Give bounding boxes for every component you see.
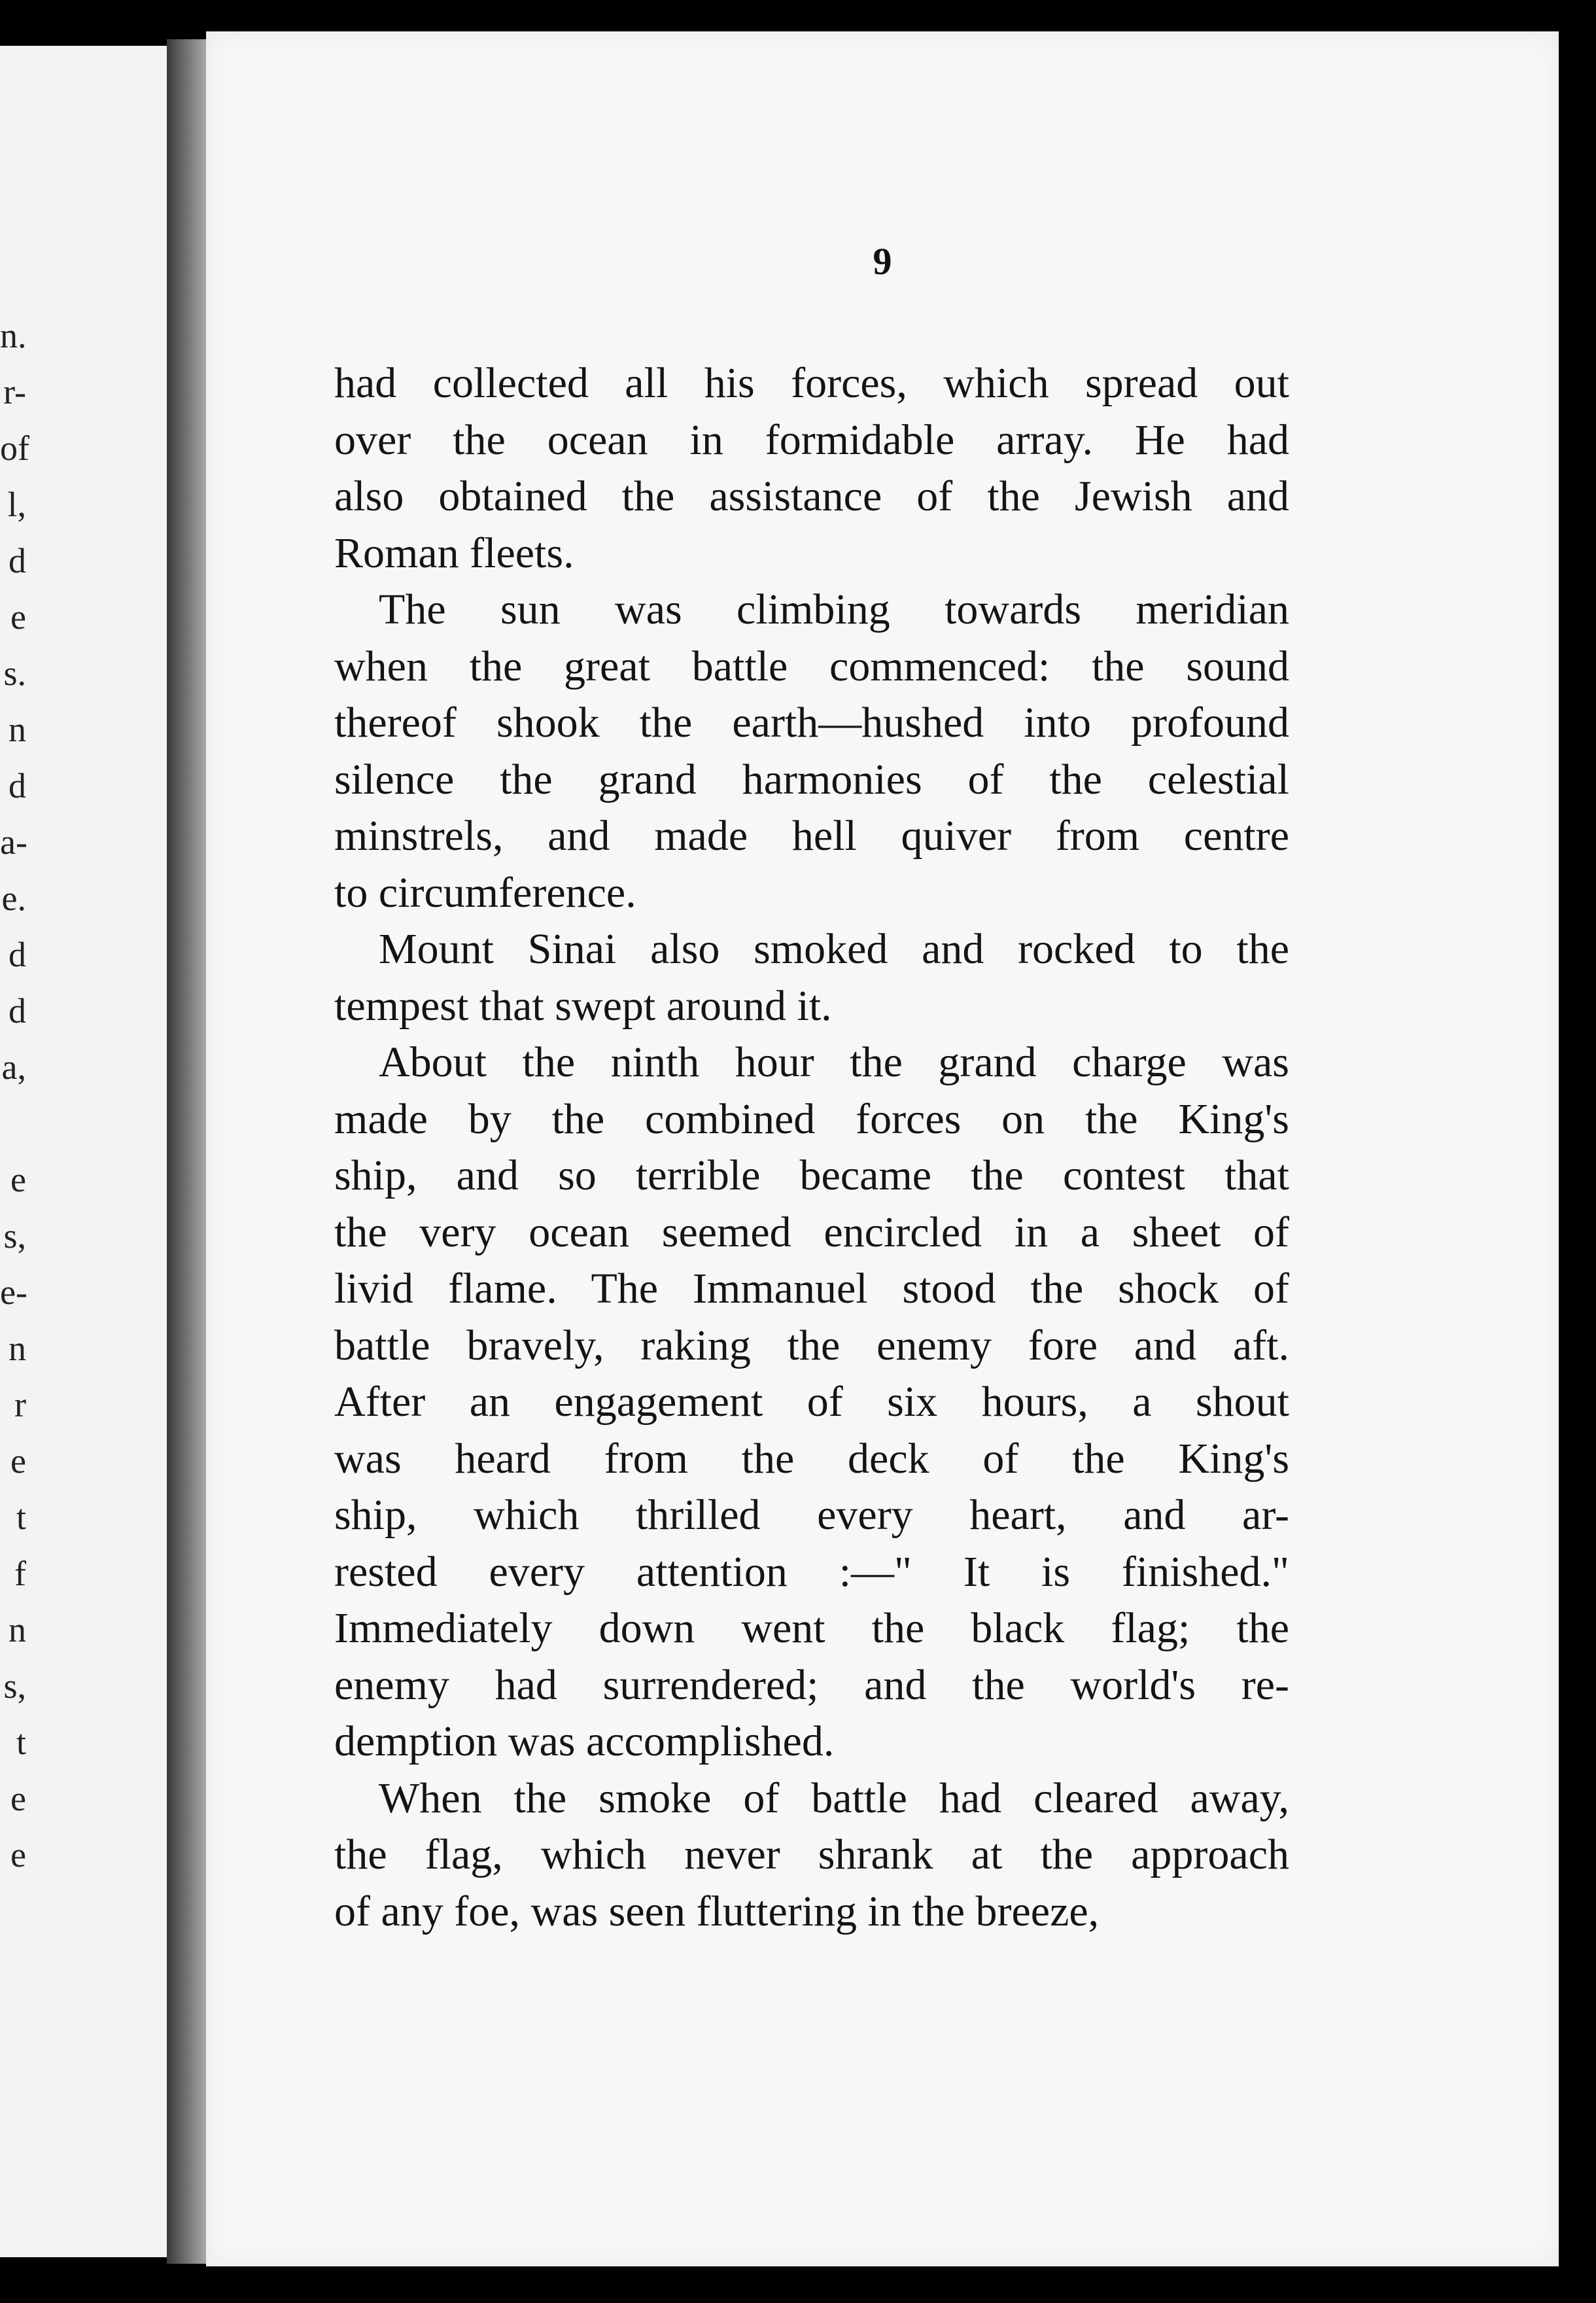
paragraph — [334, 921, 1289, 1034]
page-body-text — [334, 355, 1289, 1940]
margin-char: a- — [0, 822, 27, 862]
text-line: silence the grand harmonies of the celestial — [334, 755, 1289, 803]
margin-char: n — [9, 1329, 26, 1368]
page-number: 9 — [873, 240, 892, 283]
margin-char: d — [9, 766, 26, 805]
text-line: livid flame. The Immanuel stood the shock of — [334, 1265, 1289, 1312]
margin-char: s. — [3, 654, 26, 693]
book-page — [206, 31, 1559, 2266]
text-line: ship, which thrilled every heart, and ar- — [334, 1491, 1289, 1539]
margin-char: e — [10, 597, 26, 637]
text-line: over the ocean in formidable array. He had — [334, 415, 1289, 464]
margin-char: e — [10, 1160, 26, 1199]
margin-char: d — [9, 541, 26, 580]
text-line: also obtained the assistance of the Jewish and — [334, 472, 1289, 520]
margin-char: f — [14, 1554, 26, 1593]
margin-char — [0, 1095, 26, 1152]
text-line: thereof shook the earth—hushed into profound — [334, 699, 1289, 747]
margin-char: of — [0, 429, 29, 468]
text-line: demption was accomplished. — [334, 1717, 835, 1765]
text-line: minstrels, and made hell quiver from centre — [334, 812, 1289, 860]
margin-char: r — [14, 1385, 26, 1424]
text-line: About the ninth hour the grand charge was — [379, 1038, 1289, 1086]
margin-char: e- — [0, 1273, 27, 1312]
margin-char: a, — [1, 1047, 26, 1087]
margin-char: s, — [3, 1216, 26, 1256]
text-line: the very ocean seemed encircled in a sheet of — [334, 1208, 1289, 1256]
previous-page-fragment — [0, 46, 177, 2257]
text-line: When the smoke of battle had cleared away, — [379, 1774, 1289, 1822]
text-line: battle bravely, raking the enemy fore and aft. — [334, 1321, 1289, 1369]
text-line: After an engagement of six hours, a shout — [334, 1378, 1289, 1426]
margin-char: t — [16, 1498, 26, 1537]
text-line: Immediately down went the black flag; the — [334, 1604, 1289, 1652]
margin-char: e — [10, 1779, 26, 1818]
text-line: made by the combined forces on the King's — [334, 1095, 1289, 1143]
text-line: when the great battle commenced: the sound — [334, 642, 1289, 690]
text-line: ship, and so terrible became the contest that — [334, 1152, 1289, 1199]
text-line: of any foe, was seen fluttering in the breeze, — [334, 1887, 1100, 1935]
margin-char: e — [10, 1441, 26, 1481]
previous-page-line-endings — [0, 308, 29, 1883]
text-line: The sun was climbing towards meridian — [379, 586, 1289, 633]
paragraph — [334, 355, 1289, 582]
margin-char: d — [9, 935, 26, 974]
margin-char: n — [9, 710, 26, 749]
margin-char: d — [9, 991, 26, 1030]
margin-char: n — [9, 1610, 26, 1649]
text-line: was heard from the deck of the King's — [334, 1434, 1289, 1483]
paragraph — [334, 582, 1289, 921]
text-line: Roman fleets. — [334, 529, 574, 577]
margin-char: e. — [1, 879, 26, 918]
text-line: enemy had surrendered; and the world's re- — [334, 1661, 1289, 1709]
margin-char: r- — [3, 372, 26, 412]
text-line: had collected all his forces, which spread out — [334, 359, 1289, 407]
paragraph — [334, 1770, 1289, 1941]
text-line: Mount Sinai also smoked and rocked to the — [379, 925, 1289, 973]
text-line: rested every attention :—" It is finished." — [334, 1547, 1289, 1596]
margin-char: e — [10, 1835, 26, 1874]
margin-char: s, — [3, 1666, 26, 1706]
margin-char: t — [16, 1723, 26, 1762]
margin-char: l, — [7, 485, 26, 524]
paragraph — [334, 1034, 1289, 1770]
text-line: to circumference. — [334, 868, 636, 917]
text-line: tempest that swept around it. — [334, 981, 832, 1030]
text-line: the flag, which never shrank at the approach — [334, 1831, 1289, 1878]
margin-char: n. — [0, 316, 27, 355]
